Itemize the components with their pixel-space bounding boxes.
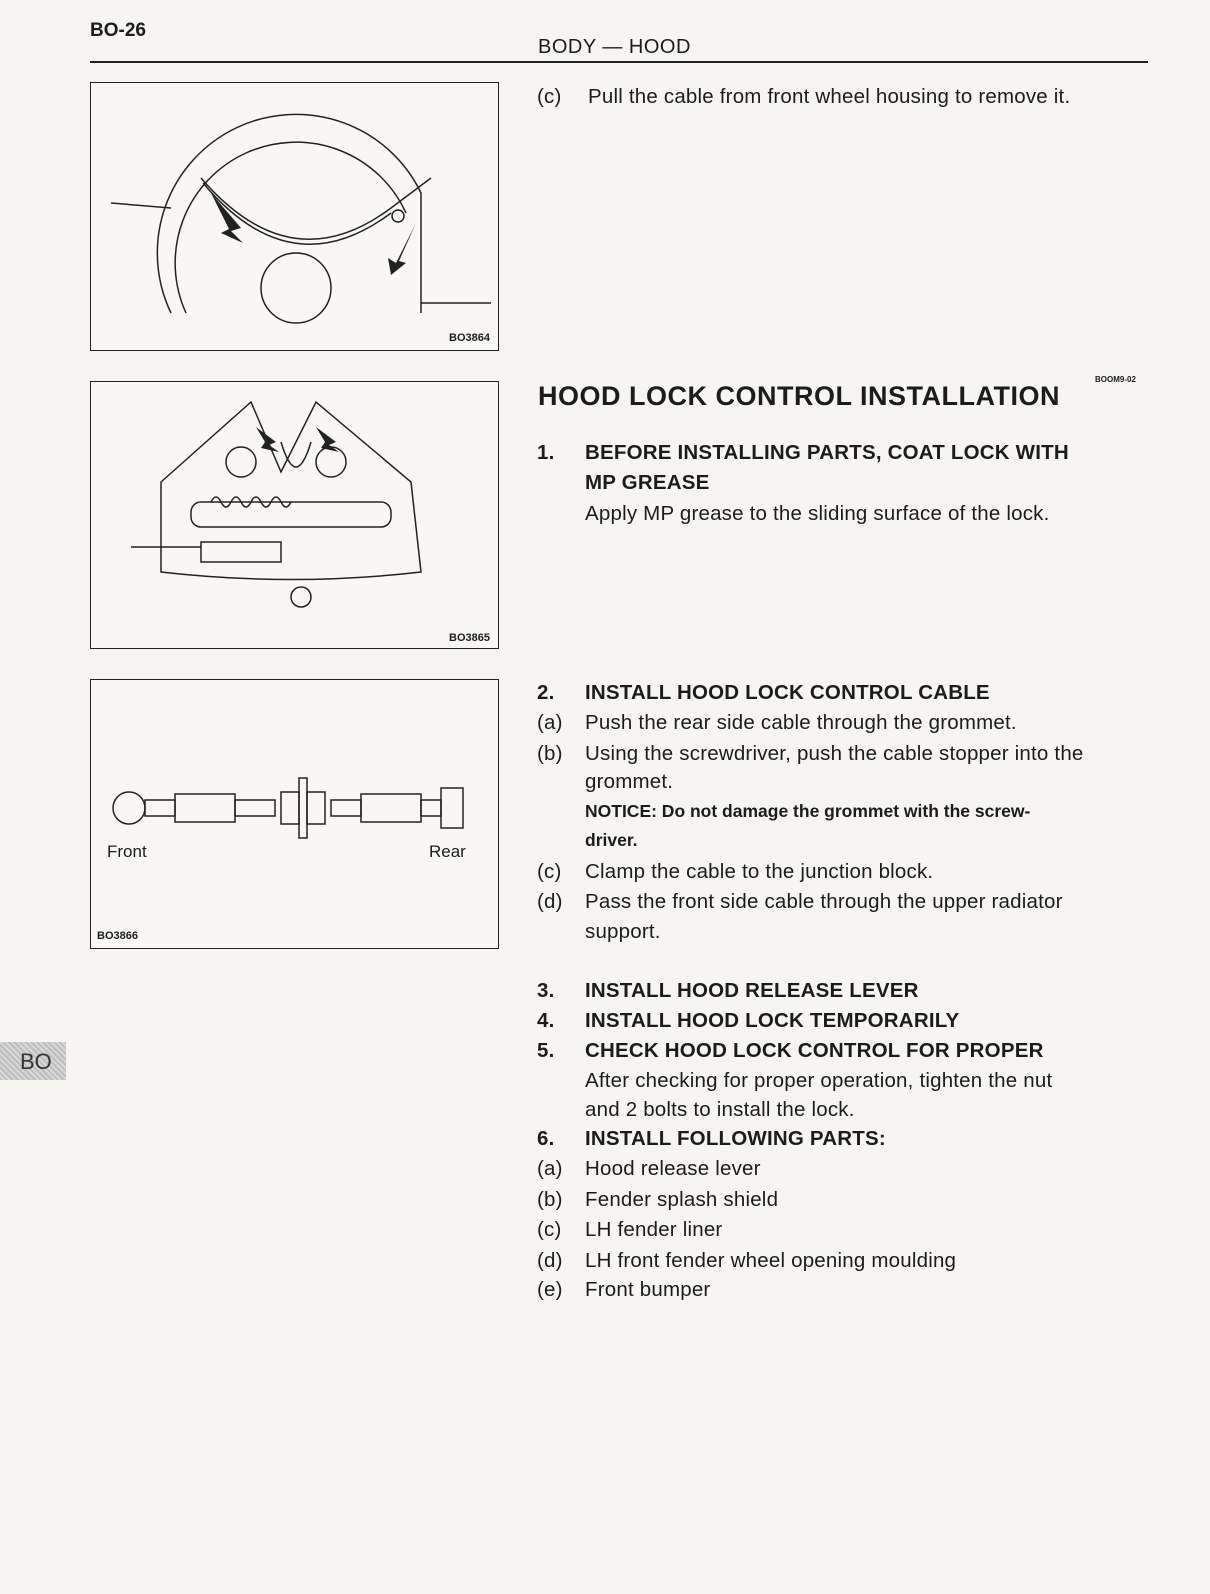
figure-code: BO3865 — [449, 632, 490, 644]
cable-grommet-illustration — [91, 680, 498, 948]
step-number: 6. — [537, 1127, 555, 1150]
rear-label: Rear — [429, 842, 466, 861]
header-rule — [90, 61, 1148, 63]
step-text: After checking for proper operation, tighten the nut — [585, 1069, 1053, 1092]
substep-number: (a) — [537, 711, 563, 734]
substep-number: (c) — [537, 860, 562, 883]
substep-text: Using the screwdriver, push the cable stopper into the — [585, 742, 1084, 765]
section-tab — [0, 1042, 66, 1080]
figure-hood-lock — [90, 381, 499, 649]
installation-title: HOOD LOCK CONTROL INSTALLATION — [538, 381, 1060, 411]
hood-lock-illustration — [91, 382, 498, 648]
list-item: Hood release lever — [585, 1157, 761, 1180]
section-code: BOOM9-02 — [1095, 375, 1136, 384]
notice-text: driver. — [585, 830, 638, 850]
substep-text: support. — [585, 920, 661, 943]
list-item-number: (e) — [537, 1278, 563, 1301]
list-item: Fender splash shield — [585, 1188, 779, 1211]
substep-text: Push the rear side cable through the grommet. — [585, 711, 1017, 734]
front-label: Front — [107, 842, 147, 861]
step-title: MP GREASE — [585, 471, 710, 494]
substep-number: (d) — [537, 890, 563, 913]
step-text: Pull the cable from front wheel housing to remove it. — [588, 85, 1071, 108]
list-item: Front bumper — [585, 1278, 711, 1301]
wheel-housing-illustration — [91, 83, 498, 350]
step-number: 4. — [537, 1009, 555, 1032]
section-tab-label: BO — [20, 1049, 52, 1074]
section-title: BODY — HOOD — [538, 36, 691, 58]
step-title: BEFORE INSTALLING PARTS, COAT LOCK WITH — [585, 441, 1069, 464]
notice-text: NOTICE: Do not damage the grommet with the screw- — [585, 801, 1031, 821]
figure-cable-wheel-housing — [90, 82, 499, 351]
list-item: LH fender liner — [585, 1218, 723, 1241]
step-number: (c) — [537, 85, 562, 108]
list-item-number: (d) — [537, 1249, 563, 1272]
substep-number: (b) — [537, 742, 563, 765]
step-number: 1. — [537, 441, 555, 464]
step-title: CHECK HOOD LOCK CONTROL FOR PROPER — [585, 1039, 1044, 1062]
figure-code: BO3864 — [449, 332, 490, 344]
list-item: LH front fender wheel opening moulding — [585, 1249, 957, 1272]
step-number: 2. — [537, 681, 555, 704]
step-text: Apply MP grease to the sliding surface of the lock. — [585, 502, 1050, 525]
list-item-number: (c) — [537, 1218, 562, 1241]
step-title: INSTALL HOOD LOCK TEMPORARILY — [585, 1009, 960, 1032]
substep-text: Clamp the cable to the junction block. — [585, 860, 934, 883]
page-number: BO-26 — [90, 20, 146, 41]
list-item-number: (b) — [537, 1188, 563, 1211]
list-item-number: (a) — [537, 1157, 563, 1180]
figure-code: BO3866 — [97, 930, 138, 942]
substep-text: grommet. — [585, 770, 674, 793]
substep-text: Pass the front side cable through the upper radiator — [585, 890, 1063, 913]
step-number: 5. — [537, 1039, 555, 1062]
step-title: INSTALL FOLLOWING PARTS: — [585, 1127, 886, 1150]
step-title: INSTALL HOOD LOCK CONTROL CABLE — [585, 681, 990, 704]
step-title: INSTALL HOOD RELEASE LEVER — [585, 979, 919, 1002]
step-text: and 2 bolts to install the lock. — [585, 1098, 855, 1121]
step-number: 3. — [537, 979, 555, 1002]
figure-cable-grommet — [90, 679, 499, 949]
